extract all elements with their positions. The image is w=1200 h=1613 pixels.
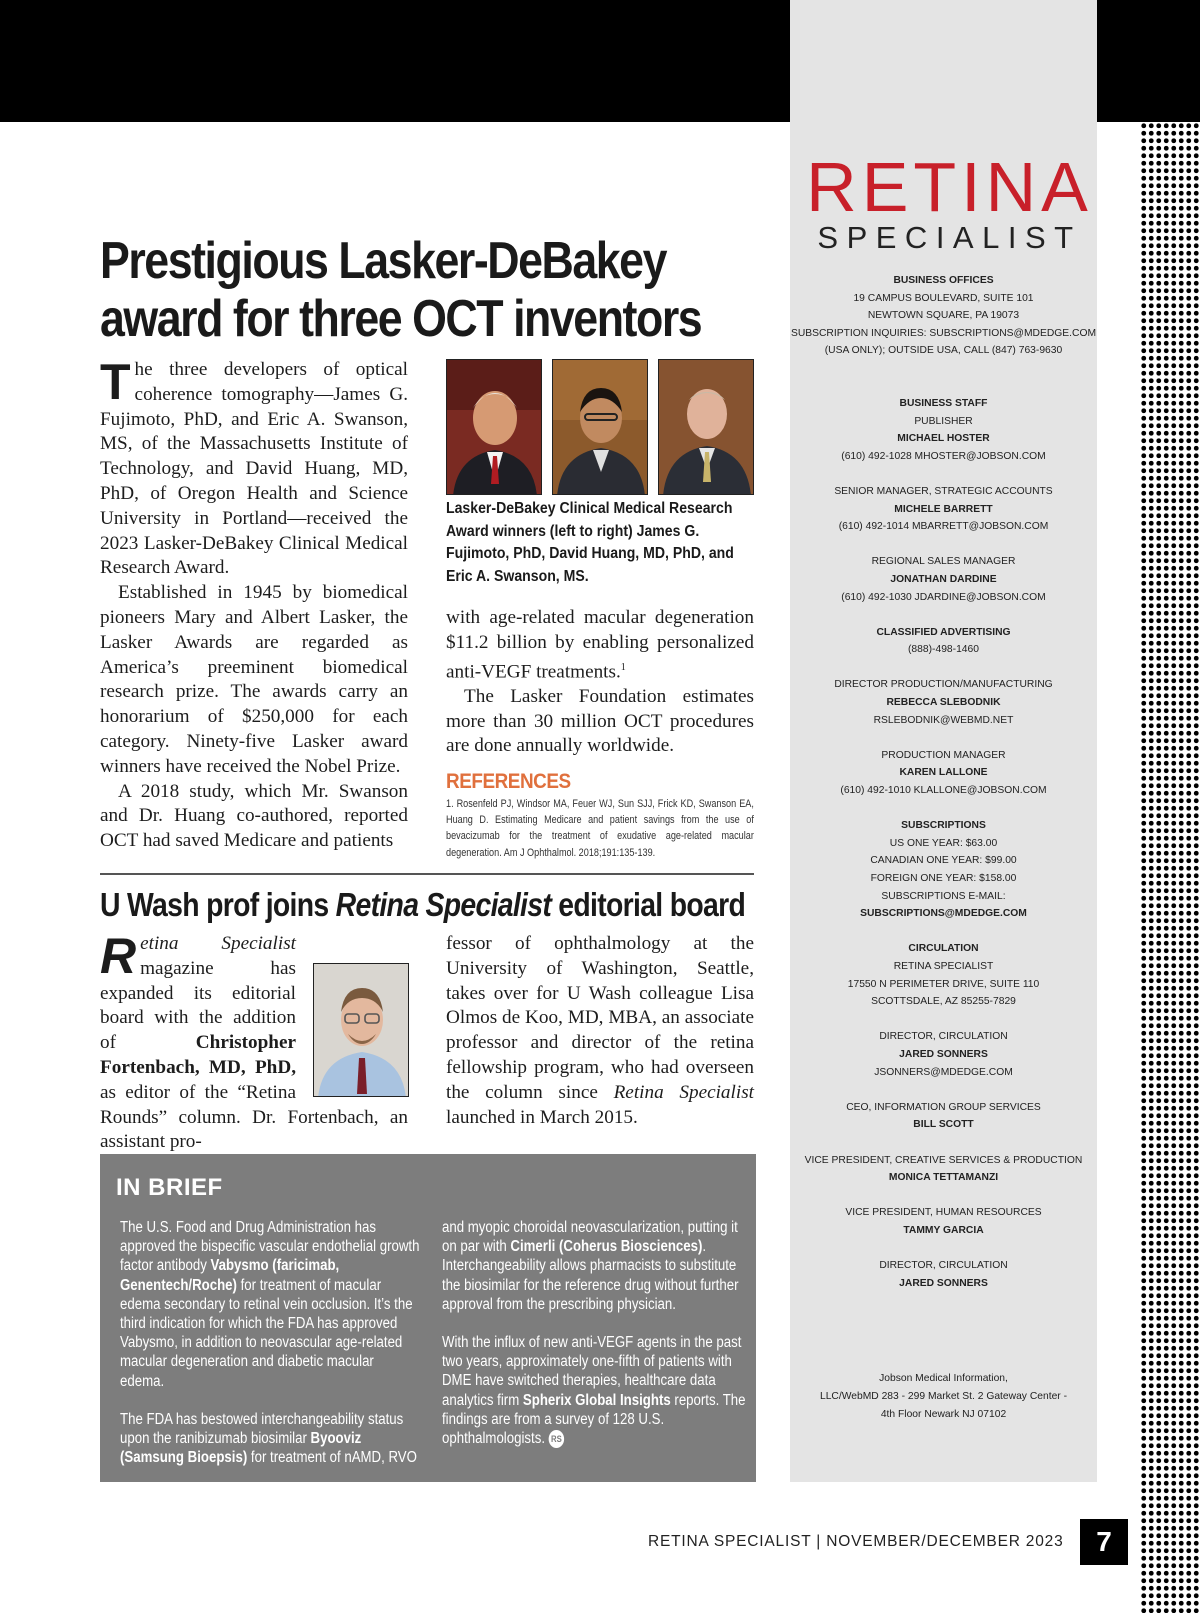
dropcap: R [100,928,137,984]
vp-creative: VICE PRESIDENT, CREATIVE SERVICES & PRODUCTION MONICA TETTAMANZI [804,1154,1083,1184]
article2-column2: fessor of ophthalmology at the University of Washington, Seattle, takes over for U Wash colleague Lisa Olmos de Koo, MD, MBA, an associate professor and director of the retina fellowship program, who had overseen the column since Retina Specialist launched in March 2015. [446,933,754,1128]
end-mark-icon: RS [549,1430,564,1448]
director-circulation-2: DIRECTOR, CIRCULATION JARED SONNERS [879,1260,1008,1289]
reference-item: 1. Rosenfeld PJ, Windsor MA, Feuer WJ, Sun SJJ, Frick KD, Swanson EA, Huang D. Estimating Medicare and patient savings from the use of bevacizumab for the treatment of exudative age-related macular degeneration. Am J Ophthalmol. 2018;191:135-139. [446,798,754,859]
award-winner-photos [446,359,754,495]
section-divider [100,873,754,875]
logo-retina: RETINA [806,148,1093,226]
masthead-sidebar [790,0,1097,1482]
masthead-listing [790,272,1097,1310]
photo-caption: Lasker-DeBakey Clinical Medical Research Award winners (left to right) James G. Fujimoto, PhD, David Huang, MD, PhD, and Eric A. Swanson, MS. [446,500,734,585]
logo-specialist: SPECIALIST [817,220,1082,255]
article2-column1: Retina Specialist magazine has expanded its editorial board with the addition of Christopher Fortenbach, MD, PhD, as editor of the “Retina Rounds” column. Dr. Fortenbach, an assistant pro- [100,928,408,1153]
photo-fujimoto [446,359,542,495]
top-black-band-right [1097,0,1200,122]
in-brief-column2: and myopic choroidal neovascularization, putting it on par with Cimerli (Coherus Biosciences). Interchangeability allows pharmacists to substitute the biosimilar for the reference drug without further approval from the prescribing physician. With the influx of new anti-VEGF agents in the past two years, approximately one-fifth of patients with DME have switched therapies, healthcare data analytics firm Spherix Global Insights reports. The findings are from a survey of 128 U.S. ophthalmologists. RS [442,1219,746,1448]
ceo: CEO, INFORMATION GROUP SERVICES BILL SCOTT [846,1101,1041,1131]
publisher-address: Jobson Medical Information, LLC/WebMD 283 - 299 Market St. 2 Gateway Center - 4th Floor Newark NJ 07102 [819,1373,1068,1420]
in-brief-column1: The U.S. Food and Drug Administration has approved the bispecific vascular endothelial growth factor antibody Vabysmo (faricimab, Genentech/Roche) for treatment of macular edema secondary to retinal vein occlusion. It’s the third indication for which the FDA has approved Vabysmo, in addition to neovascular age-related macular degeneration and diabetic macular edema. The FDA has bestowed interchangeability status upon the ranibizumab biosimilar Byooviz (Samsung Bioepsis) for treatment of nAMD, RVO [120,1219,420,1467]
staff-publisher: BUSINESS STAFF PUBLISHER MICHAEL HOSTER (610) 492-1028 MHOSTER@JOBSON.COM [841,397,1046,462]
business-offices: BUSINESS OFFICES 19 CAMPUS BOULEVARD, SUITE 101 NEWTOWN SQUARE, PA 19073 SUBSCRIPTION INQUIRIES: SUBSCRIPTIONS@MDEDGE.COM (USA ONLY); OUTSIDE USA, CALL (847) 763-9630 [790,275,1097,357]
circulation: CIRCULATION RETINA SPECIALIST 17550 N PERIMETER DRIVE, SUITE 110 SCOTTSDALE, AZ 85255-7829 [847,943,1040,1008]
page-number: 7 [1080,1519,1128,1565]
references-heading: REFERENCES [446,770,571,793]
article1-column2: with age-related macular degeneration $11.2 billion by enabling personalized anti-VEGF treatments.$^1$ The Lasker Foundation estimates more than 30 million OCT procedures are done annually worldwide. [446,607,754,757]
subscriptions: SUBSCRIPTIONS US ONE YEAR: $63.00 CANADIAN ONE YEAR: $99.00 FOREIGN ONE YEAR: $158.00 SUBSCRIPTIONS E-MAIL: SUBSCRIPTIONS@MDEDGE.COM [860,820,1027,920]
staff-production-director: DIRECTOR PRODUCTION/MANUFACTURING REBECCA SLEBODNIK RSLEBODNIK@WEBMD.NET [834,679,1053,726]
top-black-band [0,0,790,122]
photo-fortenbach [313,963,409,1097]
classified-advertising: CLASSIFIED ADVERTISING (888)-498-1460 [876,626,1011,656]
in-brief-box [100,1154,756,1482]
article1-column1: The three developers of optical coherence tomography—James G. Fujimoto, PhD, and Eric A. Swanson, MS, of the Massachusetts Institute of Technology, and David Huang, MD, PhD, of Oregon Health and Science University in Portland—received the 2023 Lasker-DeBakey Clinical Medical Research Award. Established in 1945 by biomedical pioneers Mary and Albert Lasker, the Lasker Awards are regarded as America’s preeminent biomedical research prize. The awards carry an honorarium of $250,000 for each category. Ninety-five Lasker award winners have received the Nobel Prize. A 2018 study, which Mr. Swanson and Dr. Huang co-authored, reported OCT had saved Medicare and patients [100,354,408,852]
dot-pattern-border [1140,122,1200,1613]
staff-regional-sales: REGIONAL SALES MANAGER JONATHAN DARDINE (610) 492-1030 JDARDINE@JOBSON.COM [841,556,1046,603]
dropcap: T [100,354,131,410]
article2-headline: U Wash prof joins Retina Specialist editorial board [100,886,746,923]
vp-hr: VICE PRESIDENT, HUMAN RESOURCES TAMMY GARCIA [845,1207,1042,1236]
article-headline: Prestigious Lasker-DeBakey award for three OCT inventors [100,232,702,348]
photo-huang [552,359,648,495]
director-circulation-1: DIRECTOR, CIRCULATION JARED SONNERS JSONNERS@MDEDGE.COM [874,1031,1013,1078]
staff-production-manager: PRODUCTION MANAGER KAREN LALLONE (610) 492-1010 KLALLONE@JOBSON.COM [840,749,1047,797]
running-footer: RETINA SPECIALIST | NOVEMBER/DECEMBER 2023 [648,1533,1064,1550]
photo-swanson [658,359,754,495]
staff-senior-manager: SENIOR MANAGER, STRATEGIC ACCOUNTS MICHELE BARRETT (610) 492-1014 MBARRETT@JOBSON.COM [834,485,1053,533]
in-brief-heading: IN BRIEF [116,1174,223,1201]
